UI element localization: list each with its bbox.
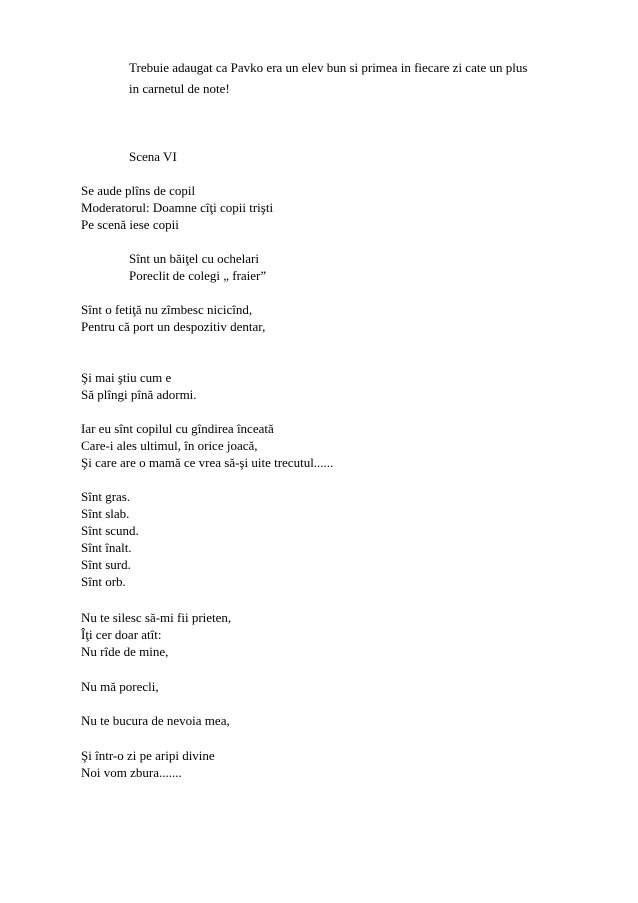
- opening-line-3: Pe scenă iese copii: [81, 217, 179, 232]
- plea-line-2: Îţi cer doar atît:: [81, 627, 162, 642]
- trait-line-4: Sînt înalt.: [81, 540, 132, 555]
- trait-line-6: Sînt orb.: [81, 574, 126, 589]
- trait-line-2: Sînt slab.: [81, 506, 130, 521]
- slow-line-1: Iar eu sînt copilul cu gîndirea înceată: [81, 421, 274, 436]
- girl-line-1: Sînt o fetiţă nu zîmbesc nicicînd,: [81, 302, 253, 317]
- boy-line-1: Sînt un băiţel cu ochelari: [129, 251, 259, 266]
- slow-line-3: Şi care are o mamă ce vrea să-şi uite trecutul......: [81, 455, 334, 470]
- plea-line-3: Nu rîde de mine,: [81, 644, 169, 659]
- opening-line-1: Se aude plîns de copil: [81, 183, 196, 198]
- intro-line-2: in carnetul de note!: [129, 81, 230, 96]
- cry-line-1: Şi mai ştiu cum e: [81, 370, 172, 385]
- trait-line-3: Sînt scund.: [81, 523, 139, 538]
- plea-line-1: Nu te silesc să-mi fii prieten,: [81, 610, 232, 625]
- need-line: Nu te bucura de nevoia mea,: [81, 713, 230, 728]
- slow-line-2: Care-i ales ultimul, în orice joacă,: [81, 438, 258, 453]
- intro-line-1: Trebuie adaugat ca Pavko era un elev bun si primea in fiecare zi cate un plus: [129, 60, 528, 75]
- cry-line-2: Să plîngi pînă adormi.: [81, 387, 197, 402]
- opening-line-2: Moderatorul: Doamne cîţi copii trişti: [81, 200, 274, 215]
- scene-title: Scena VI: [129, 149, 177, 164]
- closing-line-1: Şi într-o zi pe aripi divine: [81, 748, 215, 763]
- nick-line: Nu mă porecli,: [81, 679, 159, 694]
- trait-line-1: Sînt gras.: [81, 489, 131, 504]
- trait-line-5: Sînt surd.: [81, 557, 131, 572]
- girl-line-2: Pentru că port un despozitiv dentar,: [81, 319, 266, 334]
- closing-line-2: Noi vom zbura.......: [81, 765, 182, 780]
- boy-line-2: Poreclit de colegi „ fraier”: [129, 268, 267, 283]
